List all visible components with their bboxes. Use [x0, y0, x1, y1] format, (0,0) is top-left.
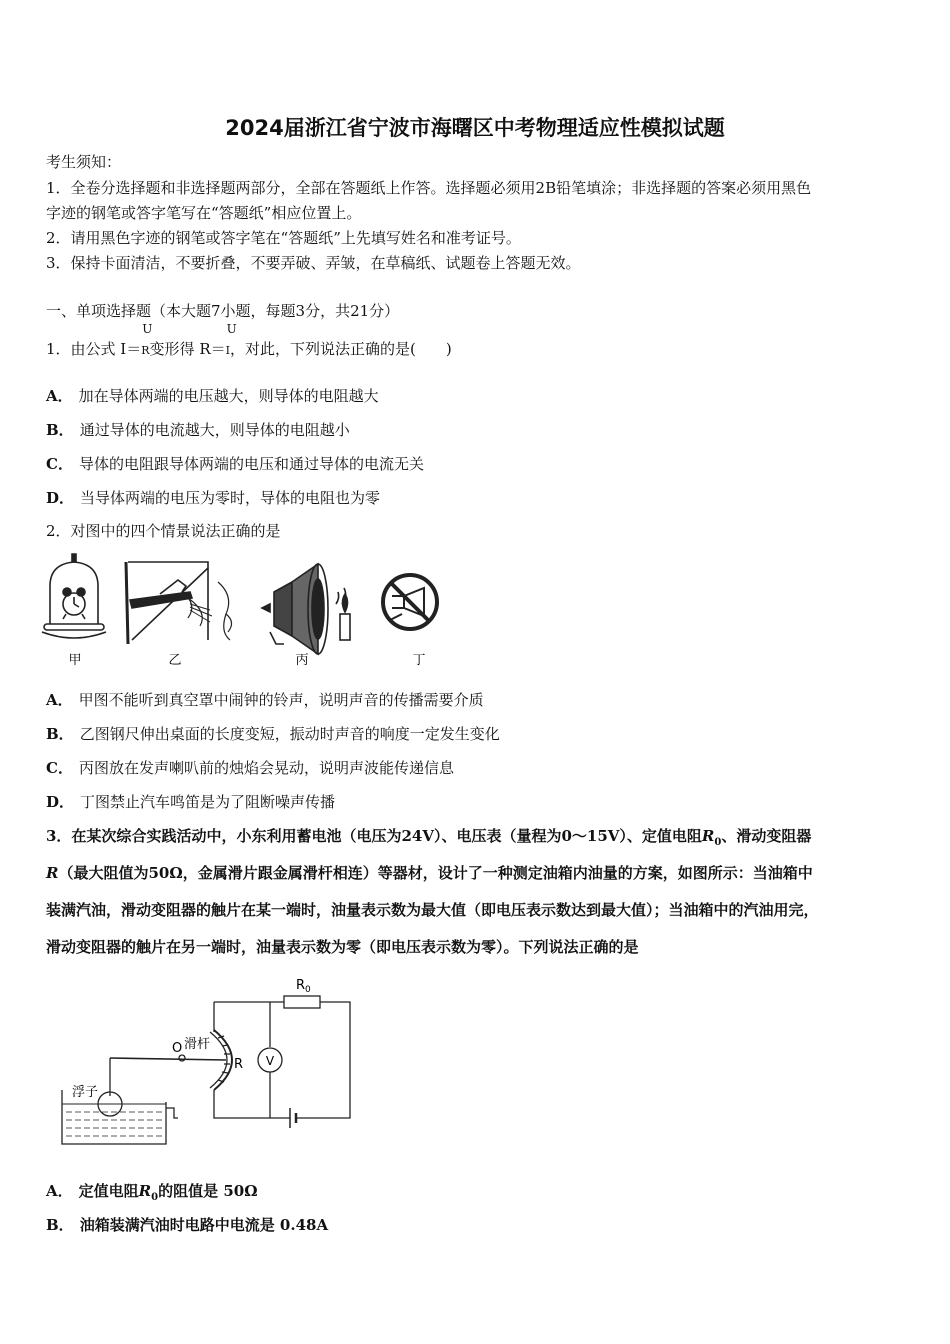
q1-option-b[interactable]: [46, 419, 350, 440]
q2-option-a[interactable]: [46, 689, 484, 710]
notice-line-3: 2．请用黑色字迹的钢笔或答字笔在“答题纸”上先填写姓名和准考证号。: [46, 229, 521, 247]
ruler-table-icon: [126, 562, 232, 644]
option-text: 丁图禁止汽车鸣笛是为了阻断噪声传播: [80, 793, 336, 811]
caption-ding: 丁: [412, 653, 426, 668]
fraction-denominator: R: [141, 344, 150, 357]
q1-suffix: ，对此，下列说法正确的是( ): [229, 340, 452, 358]
label-float: 浮子: [72, 1085, 99, 1100]
option-letter: B．: [46, 725, 74, 743]
q3-text: 、滑动变阻器: [721, 827, 812, 845]
label-r0: $R_0$: [296, 978, 311, 995]
option-letter: C．: [46, 455, 73, 473]
r0-subscript: 0: [714, 837, 722, 848]
option-letter: D．: [46, 793, 75, 811]
r0-subscript: 0: [151, 1192, 159, 1203]
sound-scenes-figure: [40, 552, 460, 672]
question-3-line-2: [46, 863, 813, 883]
option-letter: D．: [46, 489, 75, 507]
lever-rod: [110, 1058, 226, 1060]
q3-text: （最大阻值为50Ω，金属滑片跟金属滑杆相连）等器材，设计了一种测定油箱内油量的方案，如图所示：当油箱中: [58, 864, 813, 882]
q1-option-c[interactable]: [46, 453, 424, 474]
r0-symbol: R: [701, 827, 715, 845]
notice-heading: 考生须知：: [46, 153, 122, 171]
q1-prefix: 1．由公式 I＝: [46, 340, 142, 358]
question-3-line-4: 滑动变阻器的触片在另一端时，油量表示数为零（即电压表示数为零）。下列说法正确的是: [46, 938, 639, 956]
option-text: 丙图放在发声喇叭前的烛焰会晃动，说明声波能传递信息: [78, 759, 454, 777]
fraction-u-over-i: [225, 322, 237, 361]
q2-option-b[interactable]: [46, 723, 500, 744]
option-letter: A．: [46, 387, 73, 405]
option-letter: A．: [46, 1182, 73, 1200]
option-text: 加在导体两端的电压越大，则导体的电阻越大: [78, 387, 379, 405]
notice-line-2: 字迹的钢笔或答字笔写在“答题纸”相应位置上。: [46, 204, 362, 222]
q3-option-a[interactable]: [46, 1180, 258, 1203]
option-letter: B．: [46, 421, 74, 439]
option-text: 油箱装满汽油时电路中电流是 0.48A: [79, 1216, 329, 1234]
option-text: 甲图不能听到真空罩中闹钟的铃声，说明声音的传播需要介质: [78, 691, 484, 709]
caption-yi: 乙: [168, 653, 182, 668]
fraction-u-over-r: [141, 322, 153, 361]
section-heading: 一、单项选择题（本大题7小题，每题3分，共21分）: [46, 302, 400, 320]
q2-option-c[interactable]: [46, 757, 454, 778]
r-symbol: R: [46, 864, 59, 882]
caption-jia: 甲: [68, 653, 82, 668]
label-pivot: O: [172, 1041, 183, 1056]
q2-option-d[interactable]: [46, 791, 335, 812]
fraction-numerator: U: [226, 322, 237, 336]
no-horn-sign-icon: [383, 575, 437, 629]
question-2-stem: 2．对图中的四个情景说法正确的是: [46, 522, 281, 540]
option-text: 定值电阻: [78, 1182, 139, 1200]
q1-option-d[interactable]: [46, 487, 380, 508]
question-3-line-1: [46, 826, 811, 853]
bell-jar-clock-icon: [42, 554, 106, 638]
option-text: 乙图钢尺伸出桌面的长度变短，振动时声音的响度一定发生变化: [79, 725, 500, 743]
q1-option-a[interactable]: [46, 385, 379, 406]
oil-gauge-circuit-diagram: [50, 972, 370, 1154]
label-slide-rod: 滑杆: [184, 1037, 211, 1052]
resistor-r0: [284, 996, 320, 1008]
option-letter: C．: [46, 759, 73, 777]
notice-line-4: 3．保持卡面清洁，不要折叠，不要弄破、弄皱，在草稿纸、试题卷上答题无效。: [46, 254, 581, 272]
option-letter: A．: [46, 691, 73, 709]
option-text: 通过导体的电流越大，则导体的电阻越小: [79, 421, 350, 439]
label-r: R: [234, 1057, 244, 1072]
question-3-line-3: 装满汽油，滑动变阻器的触片在某一端时，油量表示数为最大值（即电压表示数达到最大值）；当油箱中的汽油用完，: [46, 901, 819, 919]
option-letter: B．: [46, 1216, 74, 1234]
speaker-candle-icon: [262, 564, 350, 654]
page-title: 2024届浙江省宁波市海曙区中考物理适应性模拟试题: [225, 116, 725, 140]
fraction-denominator: I: [225, 344, 230, 357]
label-voltmeter: V: [265, 1054, 275, 1068]
q1-middle: 变形得 R＝: [149, 340, 226, 358]
option-text: 的阻值是 50Ω: [158, 1182, 258, 1200]
fraction-numerator: U: [142, 322, 153, 336]
notice-line-1: 1．全卷分选择题和非选择题两部分，全部在答题纸上作答。选择题必须用2B铅笔填涂；非选择题的答案必须用黑色: [46, 179, 812, 197]
question-1-stem: [46, 322, 452, 361]
option-text: 导体的电阻跟导体两端的电压和通过导体的电流无关: [78, 455, 424, 473]
caption-bing: 丙: [295, 653, 309, 668]
q3-text: 3．在某次综合实践活动中，小东利用蓄电池（电压为24V）、电压表（量程为0～15V）、定值电阻: [46, 827, 702, 845]
r0-symbol: R: [138, 1182, 152, 1200]
option-text: 当导体两端的电压为零时，导体的电阻也为零: [80, 489, 381, 507]
q3-option-b[interactable]: [46, 1214, 328, 1235]
